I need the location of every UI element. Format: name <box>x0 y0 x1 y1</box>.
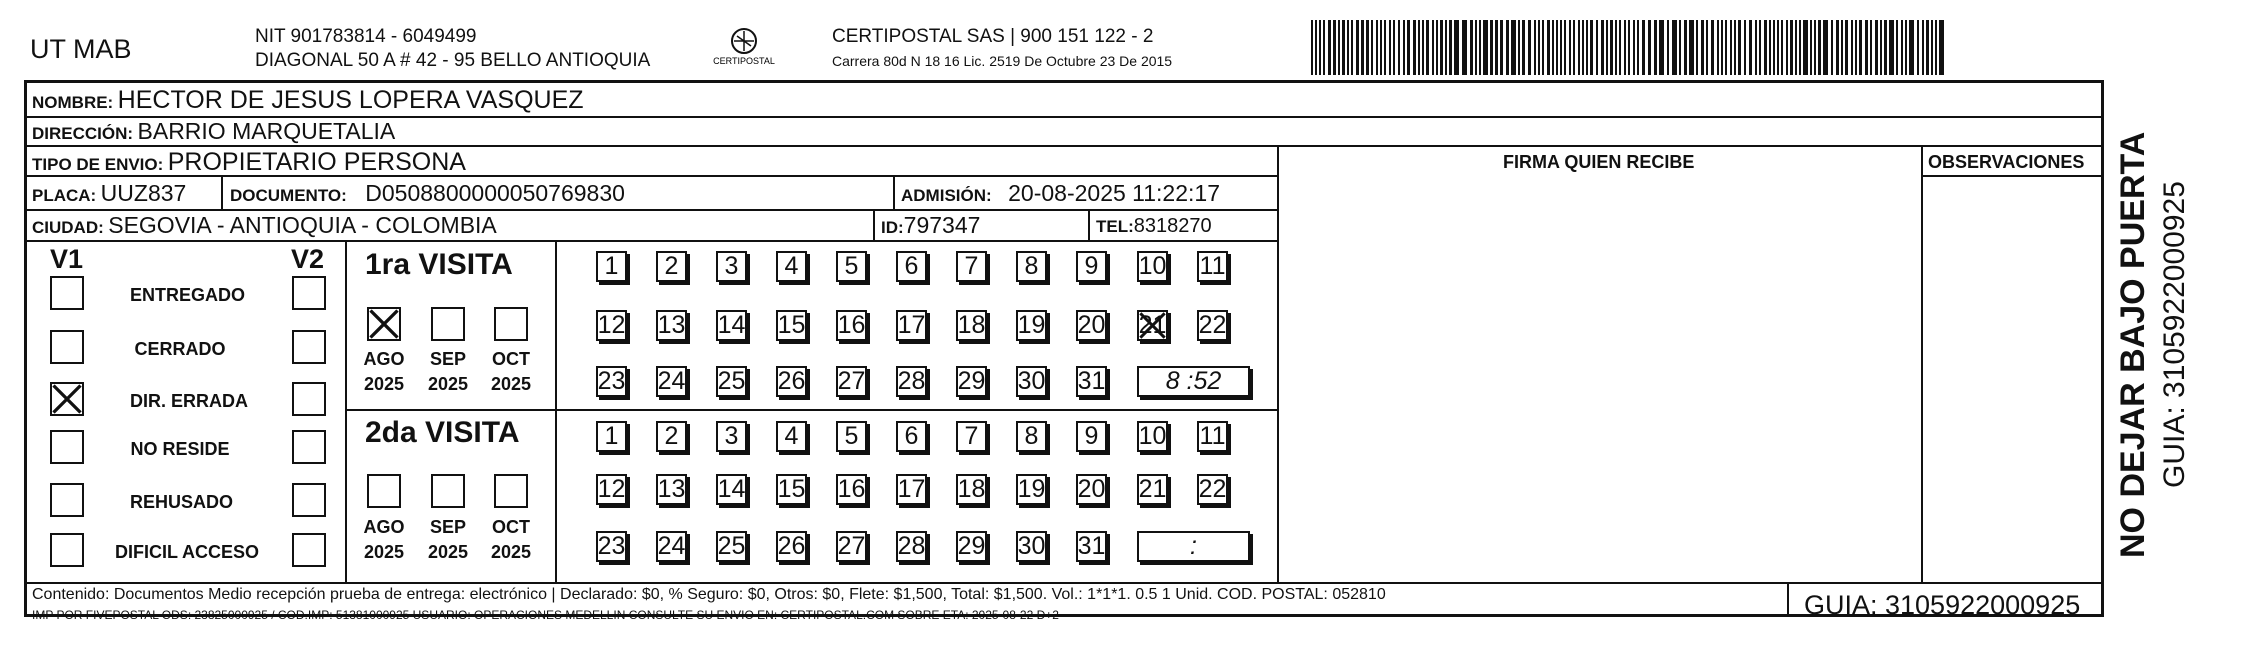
day-box-9[interactable] <box>1076 251 1107 282</box>
day-number: 18 <box>957 311 986 339</box>
day-number: 20 <box>1077 311 1106 339</box>
day-box-30[interactable] <box>1016 531 1047 562</box>
day-box-4[interactable] <box>776 251 807 282</box>
direccion-value: BARRIO MARQUETALIA <box>137 118 396 144</box>
day-box-24[interactable] <box>656 366 687 397</box>
day-number: 31 <box>1077 367 1106 395</box>
svg-text:CERTIPOSTAL: CERTIPOSTAL <box>713 56 775 66</box>
month-label: OCT <box>492 517 530 537</box>
v2-label: V2 <box>291 244 325 274</box>
year-label: 2025 <box>363 542 405 562</box>
day-box-5[interactable] <box>836 421 867 452</box>
day-box-15[interactable] <box>776 474 807 505</box>
day-box-11[interactable] <box>1197 251 1228 282</box>
month-label: SEP <box>429 349 467 369</box>
day-box-18[interactable] <box>956 310 987 341</box>
admision-row <box>901 182 1220 205</box>
barcode <box>1311 20 1947 75</box>
v2-checkbox[interactable] <box>292 430 326 464</box>
carrier-name: CERTIPOSTAL SAS | 900 151 122 - 2 <box>832 26 1154 47</box>
placa-row <box>32 182 186 205</box>
day-number: 4 <box>784 422 799 450</box>
company-nit: NIT 901783814 - 6049499 <box>255 26 477 47</box>
v1-checkbox[interactable] <box>50 382 84 416</box>
day-box-28[interactable] <box>896 366 927 397</box>
tel-label: TEL: <box>1096 217 1134 236</box>
day-number: 16 <box>837 311 866 339</box>
nombre-value: HECTOR DE JESUS LOPERA VASQUEZ <box>117 86 584 114</box>
day-number: 16 <box>837 475 866 503</box>
day-box-13[interactable] <box>656 474 687 505</box>
v1-checkbox[interactable] <box>50 533 84 567</box>
day-number: 3 <box>724 252 739 280</box>
placa-label: PLACA: <box>32 186 97 205</box>
day-box-4[interactable] <box>776 421 807 452</box>
month-label: SEP <box>429 517 467 537</box>
day-box-14[interactable] <box>716 474 747 505</box>
day-box-11[interactable] <box>1197 421 1228 452</box>
visit1-title: 1ra VISITA <box>365 248 513 281</box>
documento-row <box>230 182 625 205</box>
day-number: 24 <box>657 367 686 395</box>
day-box-29[interactable] <box>956 531 987 562</box>
day-number: 1 <box>604 252 619 280</box>
day-number: 4 <box>784 252 799 280</box>
day-box-19[interactable] <box>1016 474 1047 505</box>
day-number: 30 <box>1017 532 1046 560</box>
day-box-20[interactable] <box>1076 474 1107 505</box>
day-box-13[interactable] <box>656 310 687 341</box>
day-number: 15 <box>777 475 806 503</box>
day-box-8[interactable] <box>1016 251 1047 282</box>
day-number: 15 <box>777 311 806 339</box>
ciudad-row <box>32 214 497 237</box>
day-number: 23 <box>597 532 626 560</box>
company-address: DIAGONAL 50 A # 42 - 95 BELLO ANTIOQUIA <box>255 50 651 71</box>
year-label: 2025 <box>363 374 405 394</box>
day-box-16[interactable] <box>836 310 867 341</box>
day-box-23[interactable] <box>596 366 627 397</box>
visit2-title: 2da VISITA <box>365 416 520 449</box>
day-number: 26 <box>777 532 806 560</box>
time-value: 8 :52 <box>1165 367 1222 395</box>
day-number: 29 <box>957 367 986 395</box>
day-number: 18 <box>957 475 986 503</box>
day-number: 28 <box>897 532 926 560</box>
direccion-label: DIRECCIÓN: <box>32 124 134 143</box>
day-box-31[interactable] <box>1076 531 1107 562</box>
status-option-label: DIFICIL ACCESO <box>115 542 260 562</box>
day-number: 22 <box>1198 475 1227 503</box>
id-value: 797347 <box>903 212 981 238</box>
v2-checkbox[interactable] <box>292 533 326 567</box>
year-label: 2025 <box>427 542 469 562</box>
firma-area[interactable] <box>1280 176 1920 581</box>
day-box-9[interactable] <box>1076 421 1107 452</box>
day-box-1[interactable] <box>596 251 627 282</box>
tel-value: 8318270 <box>1133 215 1212 237</box>
observaciones-header: OBSERVACIONES <box>1928 152 2085 172</box>
admision-label: ADMISIÓN: <box>901 186 992 205</box>
year-label: 2025 <box>490 374 532 394</box>
v2-checkbox[interactable] <box>292 483 326 517</box>
day-number: 29 <box>957 532 986 560</box>
day-box-23[interactable] <box>596 531 627 562</box>
month-checkbox[interactable] <box>431 307 465 341</box>
day-number: 20 <box>1077 475 1106 503</box>
footer-info: IMP POR FIVEPOSTAL ODS: 23825000925 / COD.IMP: 51381000925 USUARIO: OPERACIONES MEDELLIN CONSULTE SU ENVIO EN: CERTIPOSTAL.COM SOBRE ETA: 2025-08-22 D+2 <box>32 608 1059 622</box>
day-box-18[interactable] <box>956 474 987 505</box>
day-box-25[interactable] <box>716 366 747 397</box>
day-box-22[interactable] <box>1197 310 1228 341</box>
day-box-29[interactable] <box>956 366 987 397</box>
day-number: 7 <box>964 422 979 450</box>
day-box-7[interactable] <box>956 251 987 282</box>
status-option-label: REHUSADO <box>130 492 234 512</box>
nombre-row <box>32 88 584 113</box>
documento-label: DOCUMENTO: <box>230 186 347 205</box>
status-option-label: NO RESIDE <box>130 439 230 459</box>
day-number: 6 <box>904 252 919 280</box>
day-number: 14 <box>717 311 746 339</box>
day-number: 28 <box>897 367 926 395</box>
placa-value: UUZ837 <box>100 180 187 206</box>
day-number: 13 <box>657 311 686 339</box>
day-number: 12 <box>597 475 626 503</box>
day-number: 19 <box>1017 311 1046 339</box>
month-checkbox[interactable] <box>367 307 401 341</box>
footer-contents: Contenido: Documentos Medio recepción prueba de entrega: electrónico | Declarado: $0, % Seguro: $0, Otros: $0, Flete: $1,500, Total: $1,500. Vol.: 1*1*1. 0.5 1 Unid. COD. POSTAL: 052810 <box>32 586 1386 603</box>
month-checkbox[interactable] <box>494 307 528 341</box>
side-guia: GUIA: 3105922000925 <box>2158 181 2191 488</box>
direccion-row <box>32 120 395 143</box>
x-mark-icon <box>1139 312 1166 339</box>
v1-checkbox[interactable] <box>50 276 84 310</box>
day-number: 9 <box>1084 422 1099 450</box>
day-box-25[interactable] <box>716 531 747 562</box>
day-box-2[interactable] <box>656 251 687 282</box>
day-box-1[interactable] <box>596 421 627 452</box>
footer-guia: GUIA: 3105922000925 <box>1804 590 2081 620</box>
day-number: 17 <box>897 311 926 339</box>
day-box-2[interactable] <box>656 421 687 452</box>
admision-value: 20-08-2025 11:22:17 <box>1008 180 1220 206</box>
day-number: 2 <box>664 252 679 280</box>
day-number: 26 <box>777 367 806 395</box>
day-number: 12 <box>597 311 626 339</box>
month-checkbox[interactable] <box>367 474 401 508</box>
tel-row <box>1096 216 1212 236</box>
documento-value: D0508800000050769830 <box>365 180 625 206</box>
status-option-label: ENTREGADO <box>130 285 246 305</box>
company-name: UT MAB <box>30 34 132 64</box>
day-box-21[interactable] <box>1137 474 1168 505</box>
tipo-envio-value: PROPIETARIO PERSONA <box>167 148 466 176</box>
day-number: 5 <box>844 422 859 450</box>
year-label: 2025 <box>490 542 532 562</box>
v1-label: V1 <box>50 244 84 274</box>
day-number: 24 <box>657 532 686 560</box>
day-box-12[interactable] <box>596 474 627 505</box>
observaciones-area[interactable] <box>1924 177 2102 581</box>
month-label: AGO <box>363 517 405 537</box>
status-option-label: DIR. ERRADA <box>130 391 249 411</box>
day-box-26[interactable] <box>776 531 807 562</box>
v1-checkbox[interactable] <box>50 330 84 364</box>
day-box-31[interactable] <box>1076 366 1107 397</box>
day-box-27[interactable] <box>836 531 867 562</box>
day-box-30[interactable] <box>1016 366 1047 397</box>
day-box-15[interactable] <box>776 310 807 341</box>
day-number: 8 <box>1024 422 1039 450</box>
day-number: 27 <box>837 532 866 560</box>
status-option-label: CERRADO <box>134 339 226 359</box>
day-number: 27 <box>837 367 866 395</box>
day-box-6[interactable] <box>896 421 927 452</box>
v1-checkbox[interactable] <box>50 430 84 464</box>
tipo-envio-label: TIPO DE ENVIO: <box>32 155 164 174</box>
day-box-19[interactable] <box>1016 310 1047 341</box>
day-box-8[interactable] <box>1016 421 1047 452</box>
month-checkbox[interactable] <box>431 474 465 508</box>
v2-checkbox[interactable] <box>292 382 326 416</box>
month-checkbox[interactable] <box>494 474 528 508</box>
day-box-20[interactable] <box>1076 310 1107 341</box>
time-box[interactable] <box>1137 366 1250 397</box>
day-number: 22 <box>1198 311 1227 339</box>
day-number: 3 <box>724 422 739 450</box>
firma-header: FIRMA QUIEN RECIBE <box>1503 152 1695 172</box>
day-number: 19 <box>1017 475 1046 503</box>
day-number: 11 <box>1199 422 1226 450</box>
v2-checkbox[interactable] <box>292 276 326 310</box>
x-mark-icon <box>52 384 82 414</box>
v1-checkbox[interactable] <box>50 483 84 517</box>
tipo-envio-row <box>32 150 466 175</box>
ciudad-value: SEGOVIA - ANTIOQUIA - COLOMBIA <box>108 212 497 238</box>
day-number: 10 <box>1138 422 1167 450</box>
day-number: 31 <box>1077 532 1106 560</box>
nombre-label: NOMBRE: <box>32 93 114 112</box>
day-number: 21 <box>1138 475 1167 503</box>
day-number: 9 <box>1084 252 1099 280</box>
day-number: 17 <box>897 475 926 503</box>
day-number: 5 <box>844 252 859 280</box>
day-number: 8 <box>1024 252 1039 280</box>
time-value: : <box>1190 532 1197 560</box>
id-label: ID: <box>881 218 904 237</box>
day-box-17[interactable] <box>896 474 927 505</box>
day-number: 2 <box>664 422 679 450</box>
day-box-3[interactable] <box>716 421 747 452</box>
certipostal-logo <box>712 26 776 72</box>
day-box-7[interactable] <box>956 421 987 452</box>
day-box-27[interactable] <box>836 366 867 397</box>
day-number: 25 <box>717 367 746 395</box>
day-box-26[interactable] <box>776 366 807 397</box>
id-row <box>881 214 980 237</box>
day-number: 10 <box>1138 252 1167 280</box>
day-box-5[interactable] <box>836 251 867 282</box>
time-box[interactable] <box>1137 531 1250 562</box>
day-box-21[interactable] <box>1137 310 1168 341</box>
day-number: 13 <box>657 475 686 503</box>
day-number: 30 <box>1017 367 1046 395</box>
carrier-license: Carrera 80d N 18 16 Lic. 2519 De Octubre 23 De 2015 <box>832 53 1173 69</box>
v2-checkbox[interactable] <box>292 330 326 364</box>
day-number: 25 <box>717 532 746 560</box>
month-label: OCT <box>492 349 530 369</box>
year-label: 2025 <box>427 374 469 394</box>
day-box-28[interactable] <box>896 531 927 562</box>
day-number: 23 <box>597 367 626 395</box>
day-box-14[interactable] <box>716 310 747 341</box>
no-dejar-bajo-puerta: NO DEJAR BAJO PUERTA <box>2114 131 2152 558</box>
day-box-22[interactable] <box>1197 474 1228 505</box>
day-number: 1 <box>604 422 619 450</box>
day-number: 6 <box>904 422 919 450</box>
day-box-10[interactable] <box>1137 421 1168 452</box>
day-box-17[interactable] <box>896 310 927 341</box>
day-box-16[interactable] <box>836 474 867 505</box>
ciudad-label: CIUDAD: <box>32 218 104 237</box>
day-number: 7 <box>964 252 979 280</box>
day-box-10[interactable] <box>1137 251 1168 282</box>
day-number: 21 <box>1138 311 1167 339</box>
day-box-24[interactable] <box>656 531 687 562</box>
day-number: 14 <box>717 475 746 503</box>
day-box-3[interactable] <box>716 251 747 282</box>
month-label: AGO <box>363 349 405 369</box>
day-number: 11 <box>1199 252 1226 280</box>
x-mark-icon <box>369 309 399 339</box>
day-box-12[interactable] <box>596 310 627 341</box>
day-box-6[interactable] <box>896 251 927 282</box>
